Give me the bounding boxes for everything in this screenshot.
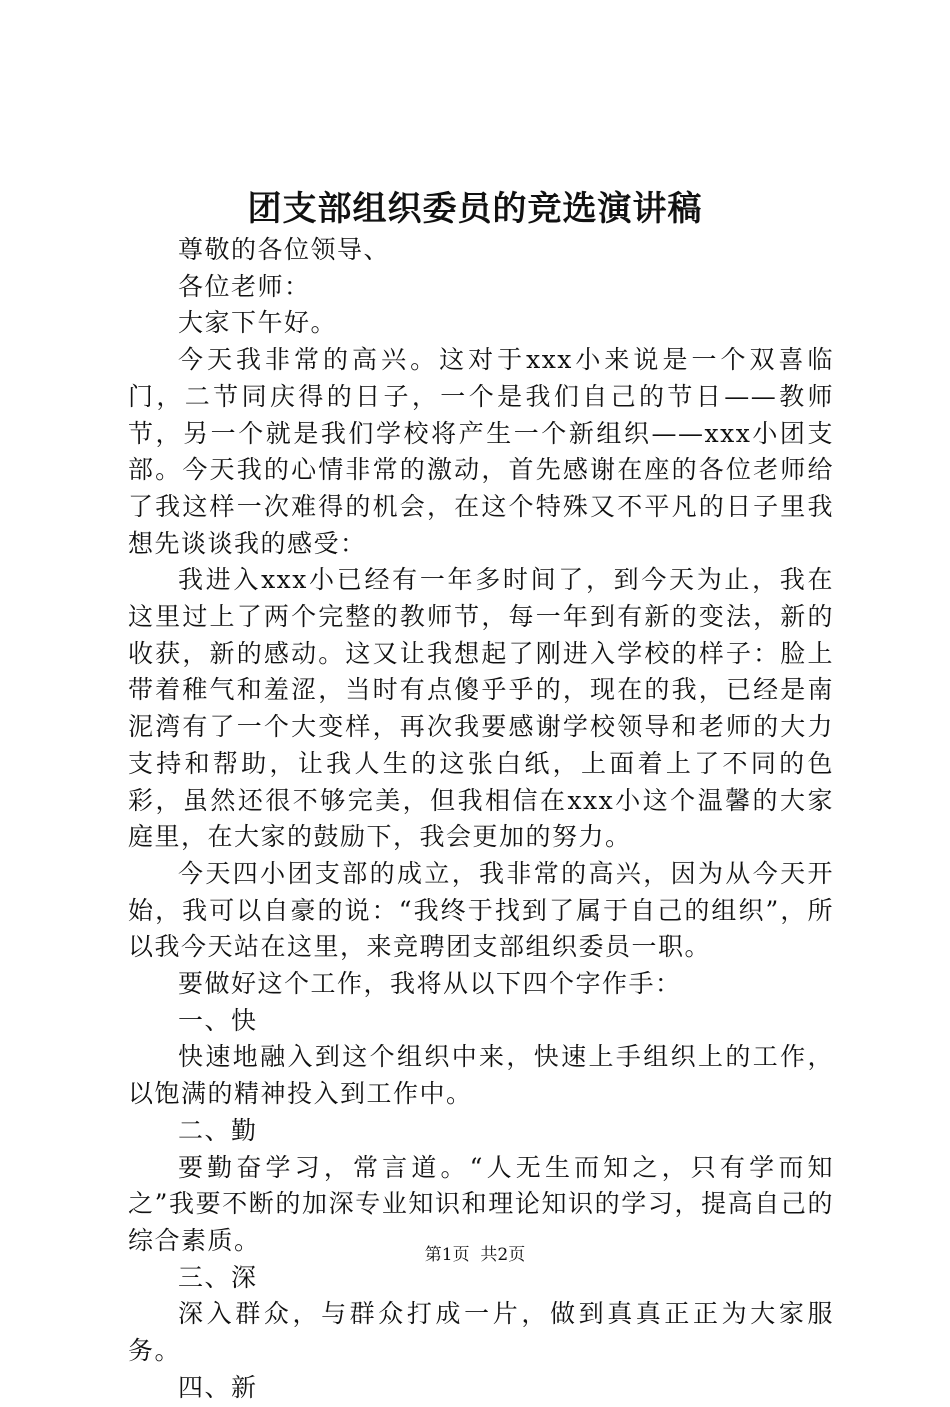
document-body [128, 232, 834, 1407]
footer-spacer [470, 1245, 481, 1265]
heading-diligent: 二、勤 [178, 1115, 258, 1145]
paragraph-diligent: 要勤奋学习，常言道。“人无生而知之，只有学而知之”我要不断的加深专业知识和理论知识的学习，提高自己的综合素质。 [128, 1152, 834, 1255]
paragraph-intro: 今天我非常的高兴。这对于xxx小来说是一个双喜临门，二节同庆得的日子，一个是我们自己的节日——教师节，另一个就是我们学校将产生一个新组织——xxx小团支部。今天我的心情非常的激动，首先感谢在座的各位老师给了我这样一次难得的机会，在这个特殊又不平凡的日子里我想先谈谈我的感受： [128, 345, 834, 558]
paragraph-plan-intro: 要做好这个工作，我将从以下四个字作手： [178, 969, 682, 999]
heading-deep: 三、深 [178, 1262, 258, 1292]
page-footer [0, 1243, 950, 1267]
paragraph-candidacy: 今天四小团支部的成立，我非常的高兴，因为从今天开始，我可以自豪的说：“我终于找到了属于自己的组织”，所以我今天站在这里，来竞聘团支部组织委员一职。 [128, 858, 834, 962]
greeting: 大家下午好。 [178, 308, 338, 338]
paragraph-fast: 快速地融入到这个组织中来，快速上手组织上的工作，以饱满的精神投入到工作中。 [128, 1042, 834, 1109]
paragraph-experience: 我进入xxx小已经有一年多时间了，到今天为止，我在这里过上了两个完整的教师节，每一年到有新的变法，新的收获，新的感动。这又让我想起了刚进入学校的样子：脸上带着稚气和羞涩，当时有点傻乎乎的，现在的我，已经是南泥湾有了一个大变样，再次我要感谢学校领导和老师的大力支持和帮助，让我人生的这张白纸，上面着上了不同的色彩，虽然还很不够完美，但我相信在xxx小这个温馨的大家庭里，在大家的鼓励下，我会更加的努力。 [128, 565, 834, 852]
heading-fast: 一、快 [178, 1005, 258, 1035]
salutation-teachers: 各位老师： [178, 271, 311, 301]
paragraph-deep: 深入群众，与群众打成一片，做到真真正正为大家服务。 [128, 1299, 834, 1366]
document-title: 团支部组织委员的竞选演讲稿 [247, 189, 703, 229]
heading-new: 四、新 [178, 1372, 258, 1402]
page-total: 共2页 [480, 1245, 526, 1265]
salutation-leaders: 尊敬的各位领导、 [178, 235, 391, 264]
page-number: 第1页 [424, 1245, 470, 1265]
